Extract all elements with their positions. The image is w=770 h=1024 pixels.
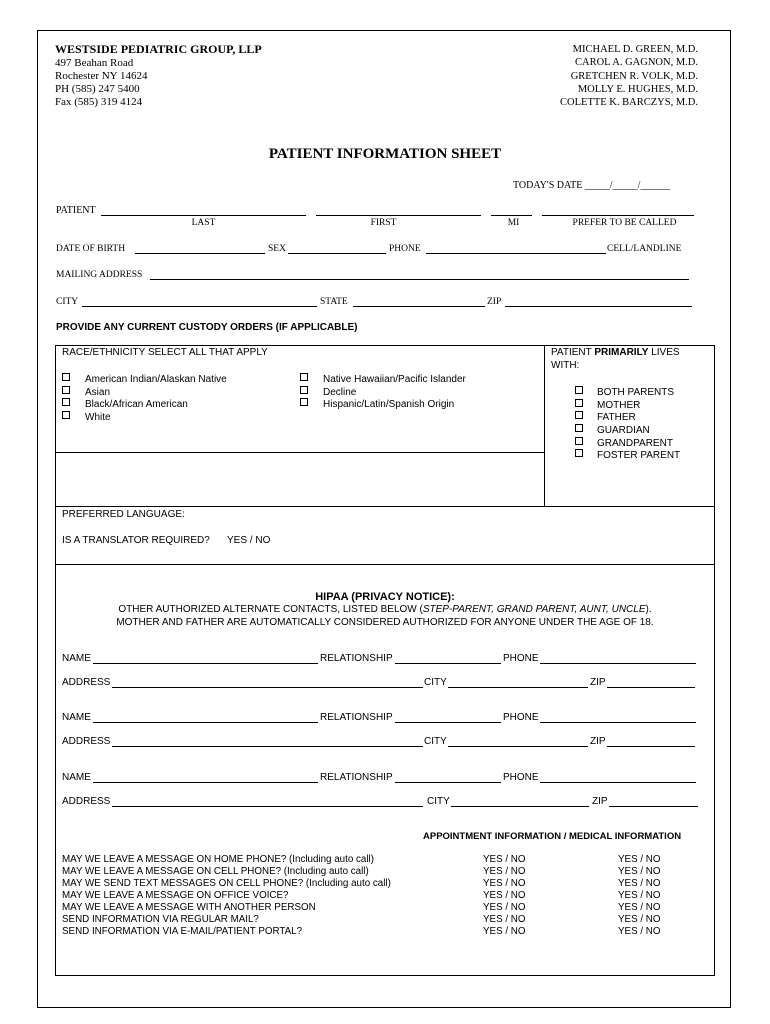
cell-landline-label: CELL/LANDLINE bbox=[607, 244, 682, 254]
lives-with-option[interactable] bbox=[575, 437, 680, 450]
contact-name-field[interactable] bbox=[93, 663, 318, 664]
dob-label: DATE OF BIRTH bbox=[56, 244, 126, 254]
contact-city-label: CITY bbox=[424, 677, 447, 688]
medical-yes-no[interactable]: YES / NO bbox=[618, 914, 661, 925]
medical-yes-no[interactable]: YES / NO bbox=[618, 890, 661, 901]
medical-yes-no[interactable]: YES / NO bbox=[618, 902, 661, 913]
appointment-yes-no[interactable]: YES / NO bbox=[483, 854, 526, 865]
race-option-label: Black/African American bbox=[85, 399, 188, 411]
practice-address-line1: 497 Beahan Road bbox=[55, 57, 134, 69]
hipaa-line1 bbox=[0, 604, 770, 615]
lives-with-line2: WITH: bbox=[551, 360, 580, 371]
medical-yes-no[interactable]: YES / NO bbox=[618, 866, 661, 877]
race-option[interactable] bbox=[62, 386, 227, 399]
custody-note: PROVIDE ANY CURRENT CUSTODY ORDERS (IF APPLICABLE) bbox=[56, 322, 358, 333]
race-divider-vertical bbox=[544, 345, 545, 507]
contact-phone-label: PHONE bbox=[503, 653, 539, 664]
contact-relationship-field[interactable] bbox=[395, 782, 501, 783]
mi-caption: MI bbox=[507, 218, 520, 228]
patient-label: PATIENT bbox=[56, 205, 96, 216]
medical-yes-no[interactable]: YES / NO bbox=[618, 854, 661, 865]
lives-with-emphasis: PRIMARILY bbox=[594, 347, 649, 358]
lives-with-prefix: PATIENT bbox=[551, 347, 595, 358]
contact-relationship-label: RELATIONSHIP bbox=[320, 712, 393, 723]
contact-city-label: CITY bbox=[427, 796, 450, 807]
doctor-name: MICHAEL D. GREEN, M.D. bbox=[572, 44, 698, 55]
contact-city-field[interactable] bbox=[451, 806, 589, 807]
appointment-yes-no[interactable]: YES / NO bbox=[483, 866, 526, 877]
first-caption: FIRST bbox=[370, 218, 397, 228]
lives-with-option[interactable] bbox=[575, 449, 680, 462]
medical-yes-no[interactable]: YES / NO bbox=[618, 926, 661, 937]
sex-field[interactable] bbox=[288, 253, 386, 254]
contact-name-label: NAME bbox=[62, 772, 91, 783]
city-field[interactable] bbox=[82, 306, 317, 307]
patient-mi-field[interactable] bbox=[491, 215, 532, 216]
last-caption: LAST bbox=[191, 218, 216, 228]
doctor-name: MOLLY E. HUGHES, M.D. bbox=[577, 83, 698, 95]
preferred-language-label: PREFERRED LANGUAGE: bbox=[62, 509, 185, 520]
race-divider-horizontal bbox=[55, 452, 544, 453]
phone-field[interactable] bbox=[426, 253, 606, 254]
contact-zip-label: ZIP bbox=[590, 736, 606, 747]
doctor-name: GRETCHEN R. VOLK, M.D. bbox=[570, 70, 698, 82]
message-question: MAY WE LEAVE A MESSAGE ON HOME PHONE? (Including auto call) bbox=[62, 854, 374, 865]
mailing-address-field[interactable] bbox=[150, 279, 689, 280]
translator-yes-no[interactable]: YES / NO bbox=[227, 535, 271, 546]
lives-with-option-label: MOTHER bbox=[597, 399, 641, 411]
race-option-label: Asian bbox=[85, 386, 111, 398]
race-option[interactable] bbox=[62, 411, 227, 424]
lives-with-option-label: FOSTER PARENT bbox=[597, 450, 681, 462]
contact-zip-label: ZIP bbox=[590, 677, 606, 688]
checkbox-icon[interactable] bbox=[62, 411, 70, 419]
appointment-yes-no[interactable]: YES / NO bbox=[483, 902, 526, 913]
page-title: PATIENT INFORMATION SHEET bbox=[268, 146, 502, 162]
contact-zip-field[interactable] bbox=[607, 746, 695, 747]
checkbox-icon[interactable] bbox=[300, 386, 308, 394]
checkbox-icon[interactable] bbox=[575, 386, 583, 394]
checkbox-icon[interactable] bbox=[575, 411, 583, 419]
contact-name-label: NAME bbox=[62, 653, 91, 664]
practice-fax: Fax (585) 319 4124 bbox=[55, 96, 143, 108]
checkbox-icon[interactable] bbox=[575, 449, 583, 457]
hipaa-line1-pre: OTHER AUTHORIZED ALTERNATE CONTACTS, LISTED BELOW ( bbox=[118, 604, 423, 615]
race-option-label: Decline bbox=[323, 386, 357, 398]
lives-with-option[interactable] bbox=[575, 399, 680, 412]
checkbox-icon[interactable] bbox=[62, 398, 70, 406]
state-label: STATE bbox=[320, 297, 348, 307]
appointment-yes-no-column bbox=[483, 854, 525, 938]
race-heading: RACE/ETHNICITY SELECT ALL THAT APPLY bbox=[62, 347, 268, 358]
checkbox-icon[interactable] bbox=[300, 398, 308, 406]
prefer-caption: PREFER TO BE CALLED bbox=[572, 218, 677, 228]
lives-with-option[interactable] bbox=[575, 411, 680, 424]
lives-with-suffix: LIVES bbox=[648, 347, 680, 358]
checkbox-icon[interactable] bbox=[575, 437, 583, 445]
contact-name-label: NAME bbox=[62, 712, 91, 723]
checkbox-icon[interactable] bbox=[300, 373, 308, 381]
lives-with-option-label: GUARDIAN bbox=[597, 425, 650, 437]
patient-first-name-field[interactable] bbox=[316, 215, 481, 216]
contact-phone-label: PHONE bbox=[503, 712, 539, 723]
contact-address-field[interactable] bbox=[112, 687, 423, 688]
race-option[interactable] bbox=[300, 398, 466, 411]
race-option[interactable] bbox=[62, 398, 227, 411]
message-question: MAY WE SEND TEXT MESSAGES ON CELL PHONE? (Including auto call) bbox=[62, 878, 391, 889]
race-options-col2 bbox=[300, 373, 466, 411]
checkbox-icon[interactable] bbox=[575, 424, 583, 432]
contact-zip-field[interactable] bbox=[609, 806, 698, 807]
appointment-yes-no[interactable]: YES / NO bbox=[483, 914, 526, 925]
doctor-name: CAROL A. GAGNON, M.D. bbox=[575, 57, 698, 69]
doctor-name: COLETTE K. BARCZYS, M.D. bbox=[560, 97, 698, 109]
contact-phone-field[interactable] bbox=[540, 782, 696, 783]
contact-name-field[interactable] bbox=[93, 722, 318, 723]
contact-phone-field[interactable] bbox=[540, 722, 696, 723]
practice-phone: PH (585) 247 5400 bbox=[55, 83, 140, 95]
contact-address-label: ADDRESS bbox=[62, 736, 111, 747]
contact-phone-label: PHONE bbox=[503, 772, 539, 783]
contact-relationship-field[interactable] bbox=[395, 722, 501, 723]
practice-address-line2: Rochester NY 14624 bbox=[55, 70, 148, 82]
lives-with-option[interactable] bbox=[575, 386, 680, 399]
medical-yes-no-column bbox=[618, 854, 660, 938]
message-question: MAY WE LEAVE A MESSAGE WITH ANOTHER PERSON bbox=[62, 902, 316, 913]
contact-relationship-label: RELATIONSHIP bbox=[320, 653, 393, 664]
hipaa-line2: MOTHER AND FATHER ARE AUTOMATICALLY CONSIDERED AUTHORIZED FOR ANYONE UNDER THE AGE OF 18. bbox=[116, 617, 654, 628]
todays-date-field[interactable]: TODAY'S DATE _____/_____/______ bbox=[513, 180, 671, 191]
appointment-yes-no[interactable]: YES / NO bbox=[483, 878, 526, 889]
checkbox-icon[interactable] bbox=[62, 386, 70, 394]
city-label: CITY bbox=[56, 297, 79, 307]
translator-question: IS A TRANSLATOR REQUIRED? bbox=[62, 535, 210, 546]
lives-with-option-label: FATHER bbox=[597, 412, 636, 424]
appointment-yes-no[interactable]: YES / NO bbox=[483, 926, 526, 937]
race-option-label: American Indian/Alaskan Native bbox=[85, 374, 227, 385]
race-option[interactable] bbox=[62, 373, 227, 386]
message-question: SEND INFORMATION VIA REGULAR MAIL? bbox=[62, 914, 259, 925]
contact-name-field[interactable] bbox=[93, 782, 318, 783]
contact-relationship-field[interactable] bbox=[395, 663, 501, 664]
messages-header: APPOINTMENT INFORMATION / MEDICAL INFORMATION bbox=[423, 831, 682, 842]
phone-label: PHONE bbox=[389, 244, 421, 254]
checkbox-icon[interactable] bbox=[575, 399, 583, 407]
contact-zip-field[interactable] bbox=[607, 687, 695, 688]
contact-address-field[interactable] bbox=[112, 746, 423, 747]
contact-city-field[interactable] bbox=[448, 746, 588, 747]
medical-yes-no[interactable]: YES / NO bbox=[618, 878, 661, 889]
contact-address-label: ADDRESS bbox=[62, 796, 111, 807]
hipaa-title: HIPAA (PRIVACY NOTICE): bbox=[315, 591, 455, 603]
race-options-col1 bbox=[62, 373, 227, 424]
lives-with-heading bbox=[551, 347, 680, 358]
appointment-yes-no[interactable]: YES / NO bbox=[483, 890, 526, 901]
hipaa-line1-post: ). bbox=[645, 604, 652, 615]
race-option[interactable] bbox=[300, 373, 466, 386]
contact-relationship-label: RELATIONSHIP bbox=[320, 772, 393, 783]
race-option-label: White bbox=[85, 412, 111, 424]
lives-with-option-label: BOTH PARENTS bbox=[597, 387, 675, 398]
zip-label: ZIP bbox=[487, 297, 502, 307]
race-option-label: Native Hawaiian/Pacific Islander bbox=[323, 374, 466, 385]
sex-label: SEX bbox=[268, 244, 286, 254]
doctor-list bbox=[560, 43, 698, 109]
patient-last-name-field[interactable] bbox=[101, 215, 306, 216]
mailing-address-label: MAILING ADDRESS bbox=[56, 270, 143, 280]
message-question: MAY WE LEAVE A MESSAGE ON CELL PHONE? (Including auto call) bbox=[62, 866, 369, 877]
checkbox-icon[interactable] bbox=[62, 373, 70, 381]
race-option-label: Hispanic/Latin/Spanish Origin bbox=[323, 399, 455, 411]
race-option[interactable] bbox=[300, 386, 466, 399]
contact-phone-field[interactable] bbox=[540, 663, 696, 664]
dob-field[interactable] bbox=[135, 253, 265, 254]
patient-preferred-name-field[interactable] bbox=[542, 215, 694, 216]
contact-city-field[interactable] bbox=[448, 687, 588, 688]
hipaa-line1-italic: STEP-PARENT, GRAND PARENT, AUNT, UNCLE bbox=[422, 604, 646, 615]
contact-zip-label: ZIP bbox=[592, 796, 608, 807]
practice-name: WESTSIDE PEDIATRIC GROUP, LLP bbox=[55, 42, 262, 56]
lives-with-option-label: GRANDPARENT bbox=[597, 437, 673, 449]
contact-address-label: ADDRESS bbox=[62, 677, 111, 688]
message-questions bbox=[62, 854, 391, 938]
state-field[interactable] bbox=[353, 306, 485, 307]
message-question: SEND INFORMATION VIA E-MAIL/PATIENT PORTAL? bbox=[62, 926, 303, 937]
lives-with-option[interactable] bbox=[575, 424, 680, 437]
zip-field[interactable] bbox=[505, 306, 692, 307]
lives-with-options bbox=[575, 386, 680, 462]
contact-city-label: CITY bbox=[424, 736, 447, 747]
contact-address-field[interactable] bbox=[112, 806, 423, 807]
message-question: MAY WE LEAVE A MESSAGE ON OFFICE VOICE? bbox=[62, 890, 289, 901]
